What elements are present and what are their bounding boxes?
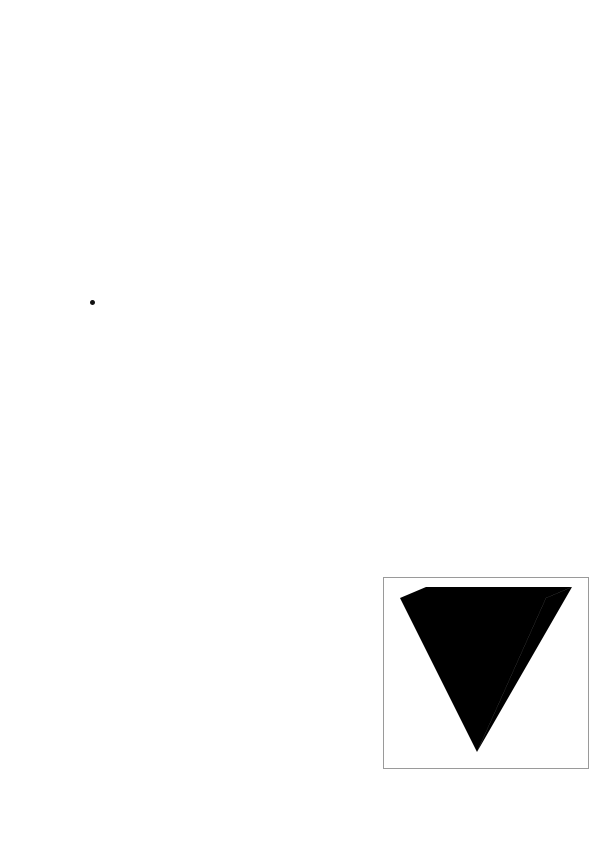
pyramid-front-face bbox=[400, 598, 546, 752]
pyramid-top-face bbox=[400, 587, 572, 598]
bullet-dot-icon bbox=[90, 300, 95, 305]
inverted-pyramid-diagram bbox=[383, 577, 589, 769]
